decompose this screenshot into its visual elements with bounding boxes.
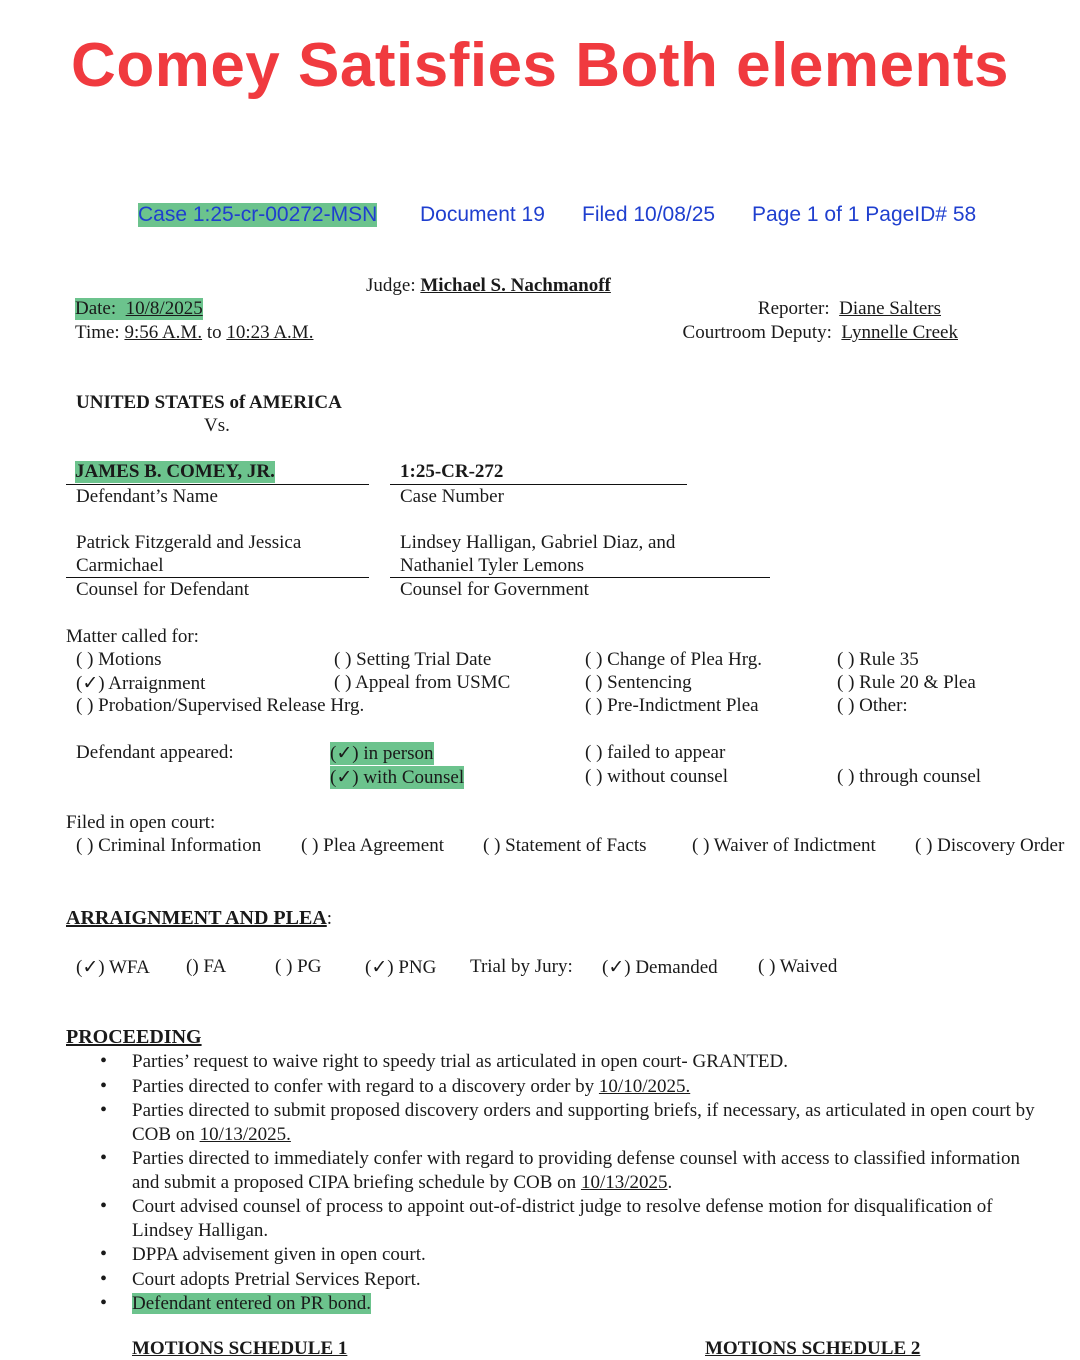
appeared-with-counsel: (✓) with Counsel — [330, 767, 465, 788]
appeared-label: Defendant appeared: — [76, 742, 234, 763]
gov-counsel-line2: Nathaniel Tyler Lemons — [400, 555, 585, 576]
proceeding-list — [100, 1050, 1040, 1317]
matter-rule-35: ( ) Rule 35 — [837, 649, 919, 670]
proceeding-item: • Parties directed to confer with regard to a discovery order by 10/10/2025. — [100, 1075, 1040, 1099]
time-to: to — [206, 322, 222, 343]
matter-rule-20: ( ) Rule 20 & Plea — [837, 672, 976, 693]
proceeding-item: • Parties’ request to waive right to speedy trial as articulated in open court- GRANTED. — [100, 1050, 1040, 1074]
filed-open-title: Filed in open court: — [66, 812, 216, 833]
date-value: 10/8/2025 — [125, 298, 203, 319]
case-number-value: 1:25-CR-272 — [400, 461, 504, 482]
defense-counsel-line2: Carmichael — [76, 555, 164, 576]
headline: Comey Satisfies Both elements — [71, 31, 1009, 100]
arraignment-heading — [66, 907, 332, 930]
motions-schedule-1: MOTIONS SCHEDULE 1 — [132, 1338, 348, 1359]
case-number-header: Case 1:25-cr-00272-MSN — [138, 203, 378, 226]
jury-label: Trial by Jury: — [470, 956, 573, 977]
defendant-rule — [66, 484, 369, 485]
filed-statement-of-facts: ( ) Statement of Facts — [483, 835, 647, 856]
case-number-label: Case Number — [400, 486, 504, 507]
matter-title: Matter called for: — [66, 626, 199, 647]
proceeding-item: • Court advised counsel of process to appoint out-of-district judge to resolve defense motion for disqualification of Lindsey Halligan. — [100, 1195, 1040, 1242]
matter-probation: ( ) Probation/Supervised Release Hrg. — [76, 695, 365, 716]
matter-sentencing: ( ) Sentencing — [585, 672, 692, 693]
plea-pg: ( ) PG — [275, 956, 322, 977]
plea-fa: () FA — [186, 956, 227, 977]
motions-schedule-2: MOTIONS SCHEDULE 2 — [705, 1338, 921, 1359]
versus: Vs. — [204, 415, 230, 436]
proceeding-title: PROCEEDING — [66, 1026, 202, 1048]
reporter-name: Diane Salters — [839, 298, 941, 319]
reporter-label: Reporter: — [757, 298, 830, 319]
judge-line — [366, 275, 611, 297]
gov-counsel-label: Counsel for Government — [400, 579, 589, 600]
matter-other: ( ) Other: — [837, 695, 908, 716]
judge-label: Judge: — [366, 275, 416, 296]
time-label: Time: — [75, 322, 120, 343]
matter-change-of-plea: ( ) Change of Plea Hrg. — [585, 649, 762, 670]
plea-wfa: (✓) WFA — [76, 957, 150, 978]
matter-pre-indictment: ( ) Pre-Indictment Plea — [585, 695, 759, 716]
appeared-without-counsel: ( ) without counsel — [585, 766, 729, 787]
matter-arraignment: (✓) Arraignment — [76, 673, 206, 694]
case-number-rule — [390, 484, 687, 485]
defense-counsel-line1: Patrick Fitzgerald and Jessica — [76, 532, 302, 553]
filed-plea-agreement: ( ) Plea Agreement — [301, 835, 444, 856]
defendant-name: JAMES B. COMEY, JR. — [75, 461, 275, 482]
date-label: Date: — [75, 298, 117, 319]
proceeding-item-pr-bond: • Defendant entered on PR bond. — [100, 1292, 1040, 1316]
jury-waived: ( ) Waived — [758, 956, 838, 977]
plea-png: (✓) PNG — [365, 957, 437, 978]
defense-counsel-rule — [66, 577, 369, 578]
filed-waiver-of-indictment: ( ) Waiver of Indictment — [692, 835, 876, 856]
proceeding-item: • Court adopts Pretrial Services Report. — [100, 1268, 1040, 1292]
plaintiff-caption: UNITED STATES of AMERICA — [76, 392, 342, 413]
proceeding-item: • Parties directed to immediately confer with regard to providing defense counsel with access to classified information and submit a proposed CIPA briefing schedule by COB on 10/13/2025. — [100, 1147, 1040, 1194]
proceeding-item: • Parties directed to submit proposed discovery orders and supporting briefs, if necessary, as articulated in open court by COB on 10/13/2025. — [100, 1099, 1040, 1146]
jury-demanded: (✓) Demanded — [602, 957, 718, 978]
deputy-line — [683, 322, 958, 344]
defendant-label: Defendant’s Name — [76, 486, 218, 507]
date-line — [75, 298, 203, 320]
time-start: 9:56 A.M. — [124, 322, 203, 343]
gov-counsel-line1: Lindsey Halligan, Gabriel Diaz, and — [400, 532, 676, 553]
appeared-failed: ( ) failed to appear — [585, 742, 726, 763]
arraignment-colon: : — [326, 908, 333, 929]
matter-motions: ( ) Motions — [76, 649, 162, 670]
filed-discovery-order: ( ) Discovery Order — [915, 835, 1065, 856]
time-line — [75, 322, 313, 344]
matter-appeal-usmc: ( ) Appeal from USMC — [334, 672, 511, 693]
defense-counsel-label: Counsel for Defendant — [76, 579, 250, 600]
deputy-label: Courtroom Deputy: — [682, 322, 832, 343]
filed-date-header: Filed 10/08/25 — [582, 203, 716, 226]
gov-counsel-rule — [390, 577, 770, 578]
reporter-line — [758, 298, 941, 320]
appeared-in-person: (✓) in person — [330, 743, 434, 764]
deputy-name: Lynnelle Creek — [841, 322, 958, 343]
proceeding-item: • DPPA advisement given in open court. — [100, 1243, 1040, 1267]
judge-name: Michael S. Nachmanoff — [420, 275, 611, 296]
appeared-through-counsel: ( ) through counsel — [837, 766, 982, 787]
document-number-header: Document 19 — [420, 203, 545, 226]
page-id-header: Page 1 of 1 PageID# 58 — [752, 203, 977, 226]
matter-setting-trial-date: ( ) Setting Trial Date — [334, 649, 492, 670]
arraignment-title: ARRAIGNMENT AND PLEA — [66, 907, 327, 929]
filed-criminal-information: ( ) Criminal Information — [76, 835, 262, 856]
time-end: 10:23 A.M. — [226, 322, 314, 343]
